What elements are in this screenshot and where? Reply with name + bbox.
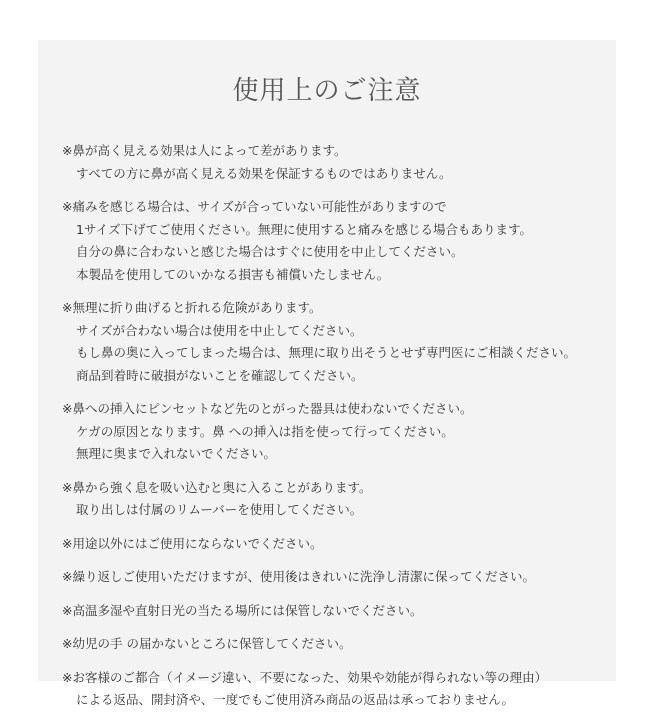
caution-line: ケガの原因となります。鼻 への挿入は指を使って行ってください。	[76, 423, 454, 439]
caution-line: による返品、開封済や、一度でもご使用済み商品の返品は承っておりません。	[76, 692, 515, 707]
caution-item	[62, 533, 610, 556]
page-title: 使用上のご注意	[232, 76, 422, 106]
caution-item	[62, 566, 610, 589]
caution-item	[62, 477, 610, 522]
caution-line: ※鼻への挿入にピンセットなど先のとがった器具は使わないでください。	[62, 401, 473, 416]
caution-line: ※鼻が高く見える効果は人によって差があります。	[62, 143, 347, 158]
caution-line: 取り出しは付属のリムーバーを使用してください。	[76, 502, 363, 517]
caution-panel	[38, 40, 616, 707]
caution-item	[62, 297, 610, 387]
caution-line: ※高温多湿や直射日光の当たる場所には保管しないでください。	[62, 602, 423, 618]
caution-item	[62, 196, 610, 286]
caution-line: ※幼児の手 の届かないところに保管してください。	[62, 636, 352, 651]
caution-line: ※用途以外にはご使用にならないでください。	[62, 535, 323, 551]
caution-line: 本製品を使用してのいかなる損害も補償いたしません。	[76, 266, 390, 282]
caution-line: 無理に奥まで入れないでください。	[76, 446, 277, 461]
caution-line: ※無理に折り曲げると折れる危険があります。	[62, 300, 322, 315]
caution-item	[62, 398, 610, 466]
caution-line: ※お客様のご都合（イメージ違い、不要になった、効果や効能が得られない等の理由）	[62, 669, 548, 685]
caution-list	[62, 140, 610, 723]
caution-item	[62, 600, 610, 623]
caution-item	[62, 633, 610, 656]
caution-item	[62, 140, 610, 185]
caution-line: すべての方に鼻が高く見える効果を保証するものではありません。	[76, 165, 452, 181]
caution-line: ※鼻から強く息を吸い込むと奥に入ることがあります。	[62, 479, 372, 495]
caution-line: 自分の鼻に合わないと感じた場合はすぐに使用を中止してください。	[76, 244, 464, 259]
caution-line: サイズが合わない場合は使用を中止してください。	[76, 322, 363, 338]
caution-line: ※痛みを感じる場合は、サイズが合っていない可能性がありますので	[62, 199, 447, 214]
caution-line: 商品到着時に破損がないことを確認してください。	[76, 367, 364, 383]
caution-item	[62, 667, 610, 712]
caution-line: 1サイズ下げてご使用ください。無理に使用すると痛みを感じる場合もあります。	[76, 221, 532, 237]
caution-line: ※繰り返しご使用いただけますが、使用後はきれいに洗浄し清潔に保ってください。	[62, 569, 535, 584]
caution-line: もし鼻の奥に入ってしまった場合は、無理に取り出そうとせず専門医にご相談ください。	[76, 345, 577, 360]
